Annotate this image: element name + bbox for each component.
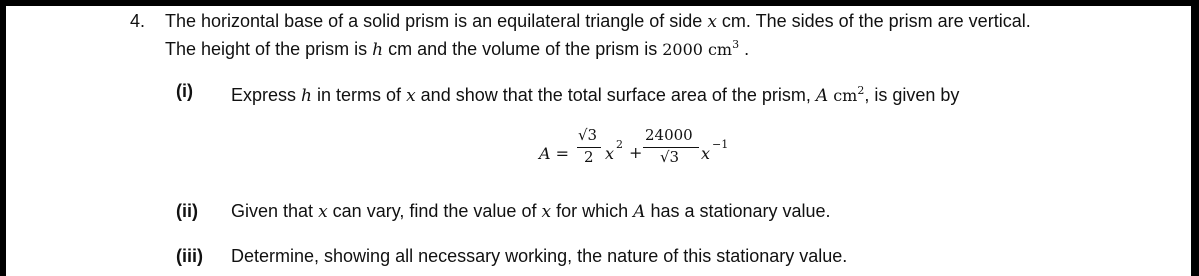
question-line-1: The horizontal base of a solid prism is an equilateral triangle of side x cm. The sides of the prism are vertical.: [165, 11, 1031, 32]
formula-frac2-denominator: √3: [660, 148, 680, 166]
frame-top-border: [0, 0, 1199, 6]
formula-term2-x: x: [701, 144, 711, 163]
part-i-text: Express h in terms of x and show that the total surface area of the prism, A $cm^2$, is given by: [231, 84, 960, 106]
frame-right-border: [1191, 0, 1199, 276]
frame-left-border: [0, 0, 6, 276]
formula-plus: +: [629, 143, 643, 162]
part-ii-label: (ii): [176, 201, 198, 221]
question-line-2: The height of the prism is h cm and the volume of the prism is 2000 $cm^3$ .: [165, 38, 750, 60]
question-number: 4.: [130, 11, 146, 31]
part-iii-text: Determine, showing all necessary working, the nature of this stationary value.: [231, 246, 848, 266]
formula-frac2-numerator: 24000: [645, 126, 693, 144]
part-iii-label: (iii): [176, 246, 203, 266]
surface-area-formula: [535, 126, 755, 182]
formula-term2-exponent: −1: [712, 138, 729, 151]
formula-term1-exponent: 2: [616, 138, 623, 151]
part-i-label: (i): [176, 81, 193, 101]
formula-term1-x: x: [605, 144, 615, 163]
formula-frac1-denominator: 2: [584, 148, 594, 166]
formula-lhs: A =: [539, 144, 570, 163]
formula-frac1-numerator: √3: [578, 126, 598, 144]
part-ii-text: Given that x can vary, find the value of x for which A has a stationary value.: [231, 201, 831, 222]
